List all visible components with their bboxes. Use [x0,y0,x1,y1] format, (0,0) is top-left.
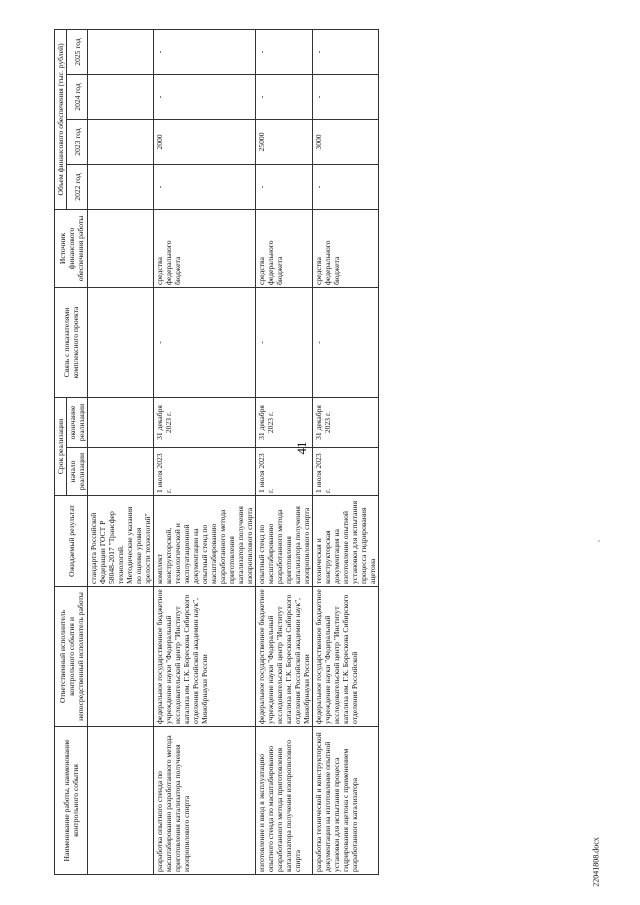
table-row-continuation [88,29,154,874]
header-term: Срок реализации [55,397,67,495]
cell-2025: - [154,29,256,74]
cell-2023: 3000 [313,119,379,164]
cell-executor: федеральное государственное бюджетное учреждение науки "Федеральный исследовательский центр "Институт катализа им. Г.К. Борескова Сибирского отделения Российской академии наук", Минобрнауки России [154,587,256,727]
cell-2025: - [256,29,313,74]
work-plan-table [54,29,379,875]
cell-empty [88,164,154,209]
cell-2025: - [313,29,379,74]
cell-empty [88,74,154,119]
cell-empty [88,287,154,397]
page-number: 41 [294,441,309,455]
cell-empty [88,448,154,496]
header-start: начало реализации [67,448,88,496]
cell-result: техническая и конструкторская документация на изготовление опытной установки для испытания процесса гидрирования ацетона [313,496,379,587]
table-row [256,29,313,874]
header-end: окончание реализации [67,397,88,447]
cell-empty [88,119,154,164]
header-2022: 2022 год [67,164,88,209]
header-2025: 2025 год [67,29,88,74]
cell-2023: 25000 [256,119,313,164]
cell-2022: - [256,164,313,209]
table-row [154,29,256,874]
cell-source: средства федерального бюджета [256,209,313,287]
scan-speck [598,540,600,542]
cell-end: 31 декабря 2023 г. [256,397,313,447]
header-name: Наименование работы, наименование контрольного события [55,727,88,875]
table-row [313,29,379,874]
header-2023: 2023 год [67,119,88,164]
cell-2022: - [154,164,256,209]
cell-empty [88,727,154,875]
cell-result: комплект конструкторской, технологической и эксплуатационной документации на опытный стенд по масштабированию разработанного метода приготовления катализатора получения изопропилового спирта [154,496,256,587]
cell-link: - [256,287,313,397]
cell-2024: - [313,74,379,119]
cell-empty [88,587,154,727]
cell-result: стандарта Российской Федерации ГОСТ Р 58048-2017 "Трансфер технологий. Методические указания по оценке уровня зрелости технологий" [88,496,154,587]
cell-empty [88,397,154,447]
cell-start: 1 июля 2023 г. [313,448,379,496]
cell-link: - [154,287,256,397]
cell-2024: - [256,74,313,119]
footer-file-code: 22041808.docx [591,837,601,887]
cell-start: 1 июля 2023 г. [154,448,256,496]
header-executor: Ответственный исполнитель контрольного события и непосредственный исполнитель работы [55,587,88,727]
cell-executor: федеральное государственное бюджетное учреждение науки "Федеральный исследовательский центр "Институт катализа им. Г.К. Борескова Сибирского отделения Российской академии наук", Минобрнауки России [256,587,313,727]
cell-end: 31 декабря 2023 г. [313,397,379,447]
cell-executor: федеральное государственное бюджетное учреждение науки "Федеральный исследовательский центр "Институт катализа им. Г.К. Борескова Сибирского отделения Российской [313,587,379,727]
header-result: Ожидаемый результат [55,496,88,587]
cell-source: средства федерального бюджета [154,209,256,287]
cell-2022: - [313,164,379,209]
cell-link: - [313,287,379,397]
rotated-table-sheet [54,30,586,875]
header-source: Источник финансового обеспечения работы [55,209,88,287]
cell-name: разработка опытного стенда по масштабированию разработанного метода приготовления катализатора получения изопропилового спирта [154,727,256,875]
cell-start: 1 июля 2023 г. [256,448,313,496]
header-2024: 2024 год [67,74,88,119]
cell-name: изготовление и ввод в эксплуатацию опытного стенда по масштабированию разработанного метода приготовления катализатора получения изопропилового спирта [256,727,313,875]
cell-empty [88,209,154,287]
header-funding: Объем финансового обеспечения (тыс. рублей) [55,29,67,209]
cell-empty [88,29,154,74]
cell-end: 31 декабря 2023 г. [154,397,256,447]
cell-2024: - [154,74,256,119]
cell-result: опытный стенд по масштабированию разработанного метода приготовления катализатора получения изопропилового спирта [256,496,313,587]
header-link: Связь с показателями комплексного проекта [55,287,88,397]
cell-name: разработка технической и конструкторской документации на изготовление опытной установки для испытания процесса гидрирования ацетона с применением разработанного катализатора [313,727,379,875]
cell-source: средства федерального бюджета [313,209,379,287]
cell-2023: 2000 [154,119,256,164]
